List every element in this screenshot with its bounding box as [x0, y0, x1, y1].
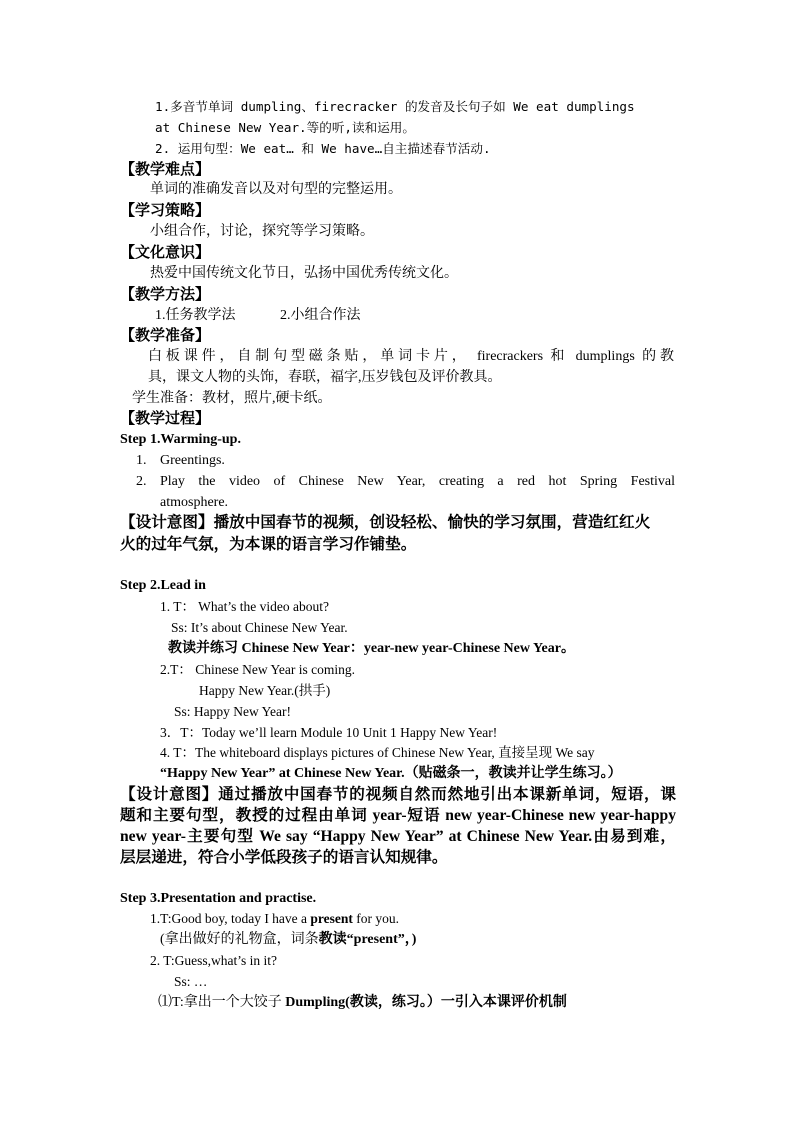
step3-line5: ⑴T:拿出一个大饺子 Dumpling(教读，练习。）一引入本课评价机制 [158, 995, 567, 1010]
step2-line9: “Happy New Year” at Chinese New Year.（贴磁条一，教读并让学生练习。） [160, 766, 622, 781]
step2-line6: Ss: Happy New Year! [174, 704, 291, 719]
step2-line8: 4. T：The whiteboard displays pictures of Chinese New Year, 直接呈现 We say [160, 745, 595, 760]
step1-design-intent-line2: 火的过年气氛，为本课的语言学习作铺垫。 [120, 536, 417, 553]
objective-line-3: 2. 运用句型：We eat… 和 We have…自主描述春节活动. [155, 141, 491, 156]
difficulty-heading: 【教学难点】 [120, 162, 211, 178]
step2-line1: 1. T： What’s the video about? [160, 599, 329, 614]
step2-design-intent-line3: new year-主要句型 We say “Happy New Year” at Chinese New Year.由易到难， [120, 828, 676, 845]
step2-title: Step 2.Lead in [120, 578, 206, 593]
prep-line-1: 白板课件，自制句型磁条贴，单词卡片， firecrackers 和 dumplings 的教 [148, 349, 674, 364]
step2-design-intent-line2: 题和主要句型，教授的过程由单词 year-短语 new year-Chinese new year-happy [120, 807, 676, 824]
step3-line4: Ss: … [174, 974, 208, 989]
step2-design-intent-line4: 层层递进，符合小学低段孩子的语言认知规律。 [120, 849, 448, 866]
prep-heading: 【教学准备】 [120, 328, 211, 344]
objective-line-1: 1.多音节单词 dumpling、firecracker 的发音及长句子如 We eat dumplings [155, 99, 635, 114]
step1-item1: Greentings. [160, 453, 225, 468]
step3-title: Step 3.Presentation and practise. [120, 891, 317, 906]
step3-line2: (拿出做好的礼物盒，词条教读“present”，) [160, 932, 417, 947]
prep-line-3: 学生准备：教材，照片,硬卡纸。 [132, 391, 332, 406]
method-item-2: 2.小组合作法 [280, 308, 361, 323]
difficulty-text: 单词的准确发音以及对句型的完整运用。 [150, 182, 402, 197]
process-heading: 【教学过程】 [120, 411, 211, 427]
method-item-1: 1.任务教学法 [155, 308, 236, 323]
culture-text: 热爱中国传统文化节日，弘扬中国优秀传统文化。 [150, 266, 458, 281]
step2-design-intent-line1: 【设计意图】通过播放中国春节的视频自然而然地引出本课新单词，短语，课 [120, 786, 676, 803]
strategy-heading: 【学习策略】 [120, 203, 211, 219]
culture-heading: 【文化意识】 [120, 245, 211, 261]
step2-line7: 3．T：Today we’ll learn Module 10 Unit 1 Happy New Year! [160, 725, 498, 740]
step2-line3: 教读并练习 Chinese New Year：year-new year-Chinese New Year。 [168, 641, 575, 656]
step1-item2-line1: Play the video of Chinese New Year, creating a red hot Spring Festival [160, 474, 675, 489]
step1-item2-line2: atmosphere. [160, 495, 229, 510]
strategy-text: 小组合作，讨论，探究等学习策略。 [150, 224, 374, 239]
step2-line5: Happy New Year.(拱手) [199, 683, 331, 698]
step2-line4: 2.T： Chinese New Year is coming. [160, 662, 355, 677]
step3-line3: 2. T:Guess,what’s in it? [150, 953, 277, 968]
step1-design-intent-line1: 【设计意图】播放中国春节的视频，创设轻松、愉快的学习氛围，营造红红火 [120, 514, 651, 531]
methods-heading: 【教学方法】 [120, 287, 211, 303]
step2-line2: Ss: It’s about Chinese New Year. [171, 620, 348, 635]
step1-item2-number: 2. [136, 474, 147, 489]
step1-item1-number: 1. [136, 453, 147, 468]
prep-line-2: 具，课文人物的头饰，春联，福字,压岁钱包及评价教具。 [148, 370, 502, 385]
step3-line1: 1.T:Good boy, today I have a present for you. [150, 911, 400, 926]
step1-title: Step 1.Warming-up. [120, 432, 241, 447]
objective-line-2: at Chinese New Year.等的听,读和运用。 [155, 120, 415, 135]
